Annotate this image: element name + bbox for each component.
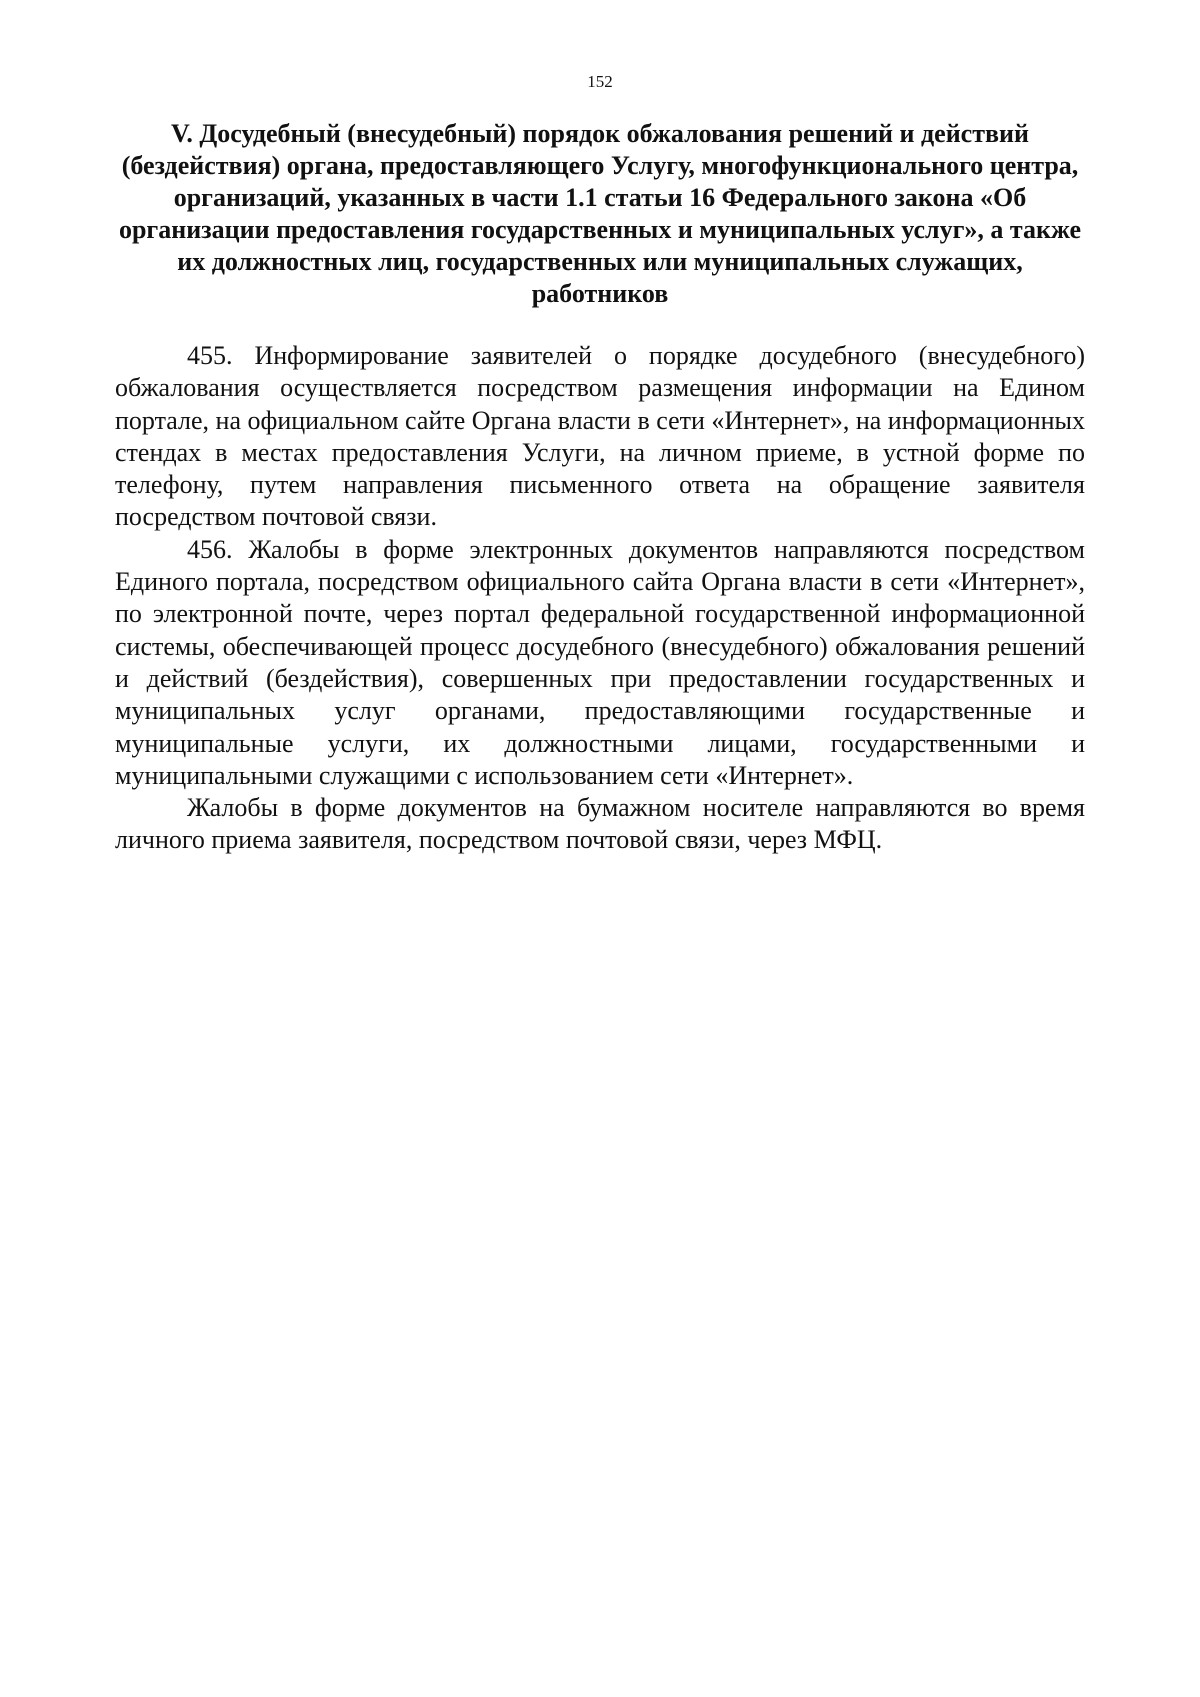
document-body: [115, 340, 1085, 857]
page-number: 152: [587, 72, 613, 91]
paragraph-paper-complaints: Жалобы в форме документов на бумажном носителе направляются во время личного приема заявителя, посредством почтовой связи, через МФЦ.: [115, 793, 1085, 855]
section-heading: V. Досудебный (внесудебный) порядок обжалования решений и действий (бездействия) органа, предоставляющего Услугу, многофункционального центра, организаций, указанных в части 1.1 статьи 16 Федерального закона «Об организации предоставления государственных и муниципальных услуг», а также их должностных лиц, государственных или муниципальных служащих, работников: [118, 119, 1082, 308]
paragraph-455: 455. Информирование заявителей о порядке досудебного (внесудебного) обжалования осуществляется посредством размещения информации на Едином портале, на официальном сайте Органа власти в сети «Интернет», на информационных стендах в местах предоставления Услуги, на личном приеме, в устной форме по телефону, путем направления письменного ответа на обращение заявителя посредством почтовой связи.: [115, 341, 1085, 532]
paragraph-456: 456. Жалобы в форме электронных документов направляются посредством Единого портала, посредством официального сайта Органа власти в сети «Интернет», по электронной почте, через портал федеральной государственной информационной системы, обеспечивающей процесс досудебного (внесудебного) обжалования решений и действий (бездействия), совершенных при предоставлении государственных и муниципальных услуг органами, предоставляющими государственные и муниципальные услуги, их должностными лицами, государственными и муниципальными служащими с использованием сети «Интернет».: [115, 534, 1085, 790]
